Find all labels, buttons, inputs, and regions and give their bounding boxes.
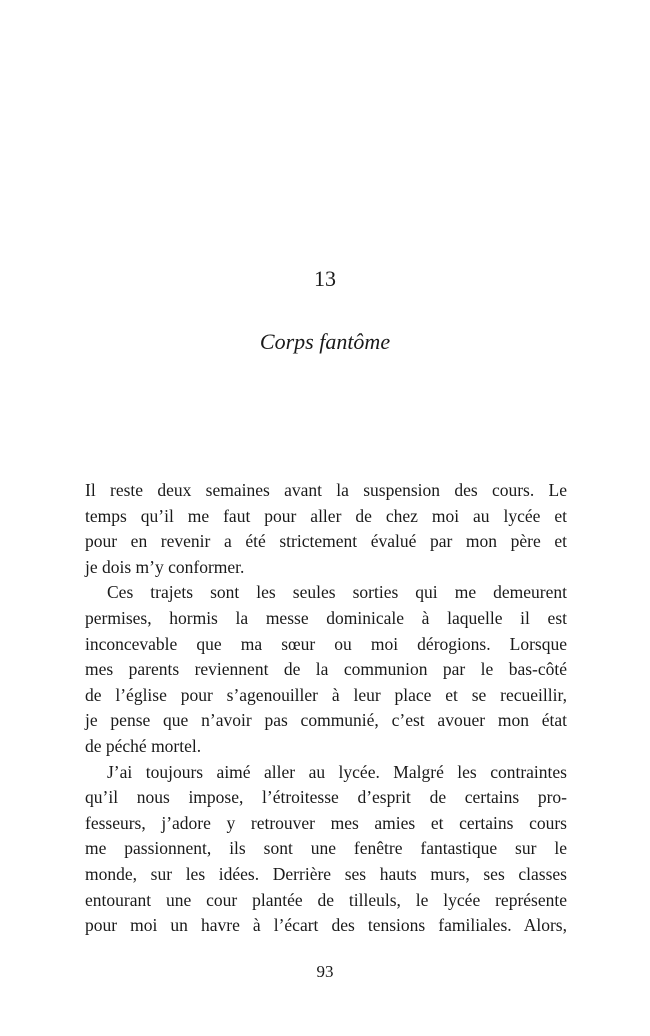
text-line: fesseurs, j’adore y retrouver mes amies et certains cours bbox=[85, 812, 567, 833]
text-line: inconcevable que ma sœur ou moi dérogions. Lorsque bbox=[85, 633, 567, 654]
text-line: Ces trajets sont les seules sorties qui me demeurent bbox=[107, 582, 567, 603]
text-line: je dois m’y conformer. bbox=[85, 556, 245, 577]
text-line: permises, hormis la messe dominicale à laquelle il est bbox=[85, 607, 567, 628]
text-line: de l’église pour s’agenouiller à leur place et se recueillir, bbox=[85, 684, 567, 705]
paragraph-3 bbox=[85, 760, 567, 939]
text-line: je pense que n’avoir pas communié, c’est avouer mon état bbox=[85, 710, 567, 731]
chapter-number: 13 bbox=[314, 266, 336, 291]
text-line: entourant une cour plantée de tilleuls, le lycée représente bbox=[85, 889, 567, 910]
text-line: pour en revenir a été strictement évalué par mon père et bbox=[85, 531, 567, 552]
text-line: temps qu’il me faut pour aller de chez moi au lycée et bbox=[85, 505, 567, 526]
text-line: me passionnent, ils sont une fenêtre fantastique sur le bbox=[85, 838, 567, 859]
text-line: qu’il nous impose, l’étroitesse d’esprit de certains pro- bbox=[85, 787, 567, 808]
text-line: monde, sur les idées. Derrière ses hauts murs, ses classes bbox=[85, 863, 567, 884]
paragraph-1 bbox=[85, 478, 567, 580]
paragraph-2 bbox=[85, 580, 567, 759]
text-line: de péché mortel. bbox=[85, 735, 202, 756]
text-line: pour moi un havre à l’écart des tensions familiales. Alors, bbox=[85, 915, 567, 936]
page-number: 93 bbox=[316, 962, 334, 981]
text-line: J’ai toujours aimé aller au lycée. Malgré les contraintes bbox=[107, 761, 567, 782]
chapter-title: Corps fantôme bbox=[259, 329, 391, 354]
text-line: mes parents reviennent de la communion par le bas-côté bbox=[85, 659, 567, 680]
text-line: Il reste deux semaines avant la suspension des cours. Le bbox=[85, 480, 567, 500]
body-text bbox=[85, 478, 567, 939]
